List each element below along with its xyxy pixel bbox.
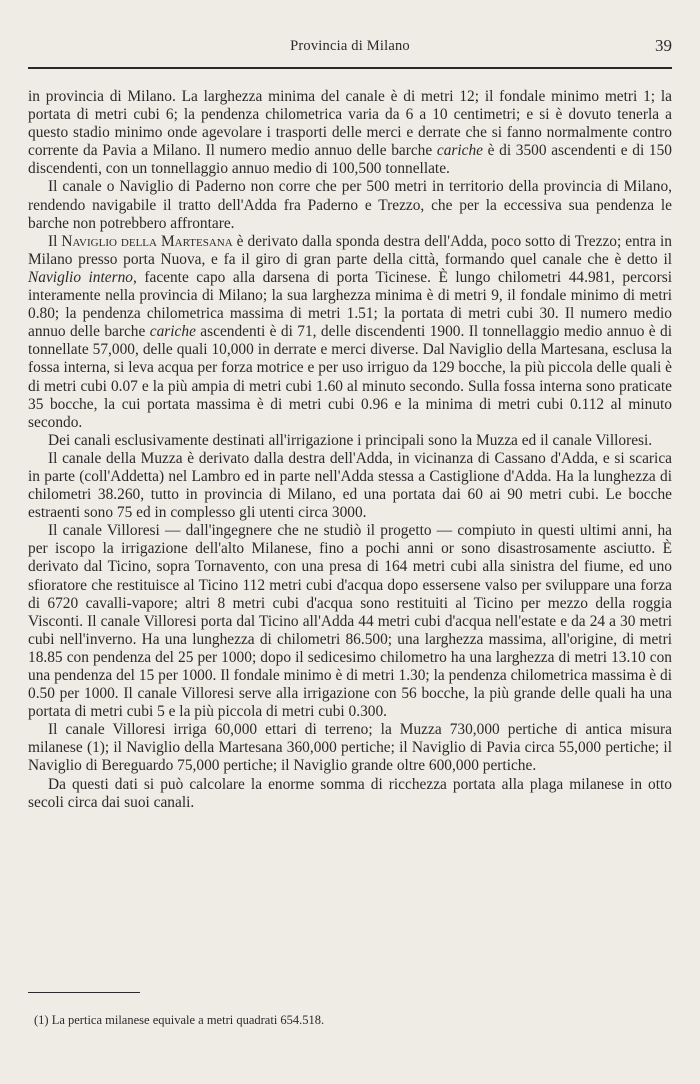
paragraph — [28, 522, 672, 721]
text-run: Il canale della Muzza è derivato dalla destra dell'Adda, in vicinanza di Cassano d'Adda, e si scarica in parte (coll'Addetta) nel Lambro ed in parte nell'Adda stessa a Castiglione d'Adda. Ha la lunghezza di chilometri 38.260, tutto in provincia di Milano, ed una portata dai 60 ai 90 metri cubi. Le bocche estraenti sono 75 ed in complesso gli utenti circa 3000. — [28, 449, 672, 522]
text-run: Il canale Villoresi — dall'ingegnere che ne studiò il progetto — compiuto in questi ultimi anni, ha per iscopo la irrigazione dell'alto Milanese, fino a pochi anni or sono disastrosamente asciutto. È derivato dal Ticino, sopra Tornavento, con una presa di 164 metri cubi alla sinistra del fiume, ed uno sfioratore che restituisce al Ticino 112 metri cubi d'acqua dopo essersene valso per sviluppare una forza di 6720 cavalli-vapore; altri 8 metri cubi d'acqua sono restituiti al Ticino per mezzo della roggia Visconti. Il canale Villoresi porta dal Ticino all'Adda 44 metri cubi d'acqua nell'estate e da 24 a 30 metri cubi nell'inverno. Ha una lunghezza di chilometri 86.500; una larghezza massima, all'origine, di metri 18.85 con pendenza del 25 per 1000; dopo il sedicesimo chilometro ha una larghezza di metri 13.10 con una pendenza del 15 per 1000. Il fondale minimo è di metri 1.30; la pendenza chilometrica massima è di 0.50 per 1000. Il canale Villoresi serve alla irrigazione con 56 bocche, la più grande delle quali ha una portata di metri cubi 5 e la più piccola di metri cubi 0.300. — [28, 522, 672, 721]
paragraph — [28, 88, 672, 178]
header-rule — [28, 67, 672, 69]
small-caps-run: Naviglio della Martesana — [61, 232, 233, 250]
text-run: è derivato dalla sponda destra dell'Adda, poco sotto di Trezzo; entra in Milano presso porta Nuova, e fa il giro di gran parte della città, formando quel canale che è detto il — [28, 232, 672, 268]
paragraph — [28, 721, 672, 775]
text-run: , facente capo alla darsena di porta Ticinese. È lungo chilometri 44.981, percorsi interamente nella provincia di Milano; la sua larghezza minima è di metri 9, il fondale minimo di metri 0.80; la pendenza chilometrica massima di metri 1.51; la portata di metri cubi 30. Il numero medio annuo delle barche — [28, 268, 672, 341]
footnote-rule — [28, 992, 140, 993]
paragraph — [28, 233, 672, 432]
text-run: ascendenti è di 71, delle discendenti 1900. Il tonnellaggio medio annuo è di tonnellate 57,000, delle quali 10,000 in derrate e merci diverse. Dal Naviglio della Martesana, esclusa la fossa interna, si leva acqua per forza motrice e per uso irriguo da 129 bocche, la più piccola delle quali è di metri cubi 0.07 e la più ampia di metri cubi 1.60 al minuto secondo. Sulla fossa interna sono praticate 35 bocche, la cui portata massima è di metri cubi 0.96 e la minima di metri cubi 0.112 al minuto secondo. — [28, 323, 672, 431]
text-run: Da questi dati si può calcolare la enorme somma di ricchezza portata alla plaga milanese in otto secoli circa dai suoi canali. — [28, 775, 672, 811]
footnote: (1) La pertica milanese equivale a metri quadrati 654.518. — [34, 1013, 325, 1027]
paragraph — [28, 450, 672, 522]
running-header — [28, 36, 672, 62]
paragraph — [28, 178, 672, 232]
body-text — [28, 88, 672, 812]
text-run: in provincia di Milano. La larghezza minima del canale è di metri 12; il fondale minimo metri 1; la portata di metri cubi 6; la pendenza chilometrica varia da 6 a 10 centimetri; e si è dovuto tenerla a questo stadio minimo onde agevolare i trasporti delle merci e derrate che si fanno normalmente contro corrente da Pavia a Milano. Il numero medio annuo delle barche — [28, 88, 672, 160]
text-run: Il canale o Naviglio di Paderno non corre che per 500 metri in territorio della provincia di Milano, rendendo navigabile il tratto dell'Adda fra Paderno e Trezzo, che per la eccessiva sua pendenza le barche non potrebbero affrontare. — [28, 178, 672, 232]
text-run: Dei canali esclusivamente destinati all'irrigazione i principali sono la Muzza ed il canale Villoresi. — [48, 431, 653, 449]
paragraph — [28, 776, 672, 812]
running-title: Provincia di Milano — [290, 38, 410, 54]
text-run: Il — [48, 232, 62, 250]
italic-run: cariche — [436, 142, 484, 160]
page-number: 39 — [655, 36, 672, 55]
text-run: è di 3500 ascendenti e di 150 discendenti, con un tonnellaggio annuo medio di 100,500 tonnellate. — [28, 142, 672, 178]
paragraph — [28, 432, 672, 450]
italic-run: cariche — [149, 323, 196, 341]
text-run: Il canale Villoresi irriga 60,000 ettari di terreno; la Muzza 730,000 pertiche di antica misura milanese (1); il Naviglio della Martesana 360,000 pertiche; il Naviglio di Pavia circa 55,000 pertiche; il Naviglio di Bereguardo 75,000 pertiche; il Naviglio grande oltre 600,000 pertiche. — [28, 721, 672, 775]
italic-run: Naviglio interno — [28, 268, 133, 286]
